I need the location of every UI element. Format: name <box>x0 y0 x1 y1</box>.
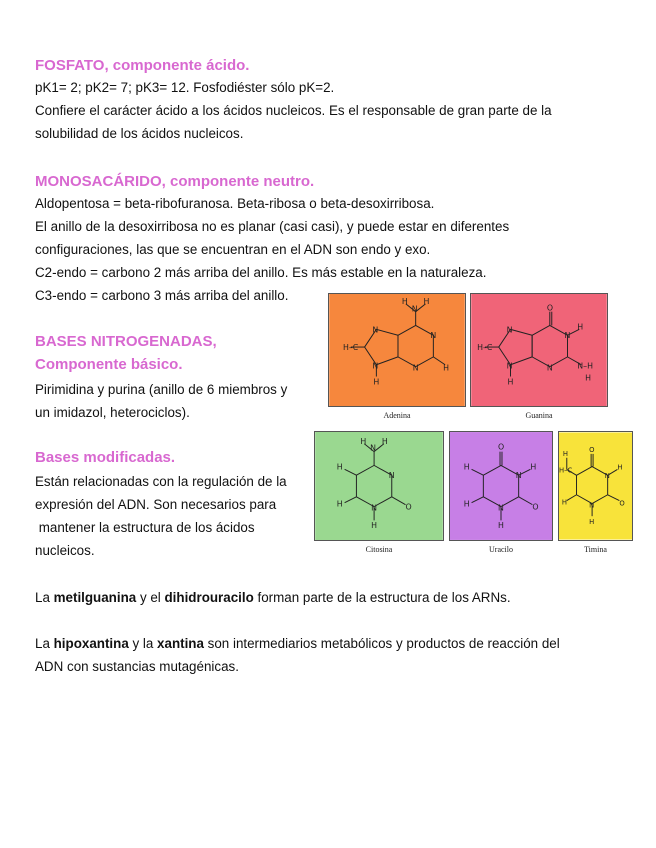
svg-text:N: N <box>371 503 378 513</box>
svg-text:H: H <box>336 499 343 509</box>
svg-text:N: N <box>412 363 419 373</box>
bases-line-1: Pirimidina y purina (anillo de 6 miembros y <box>35 382 288 397</box>
dihidrouracilo-term: dihidrouracilo <box>164 590 254 605</box>
svg-text:H: H <box>562 449 569 458</box>
svg-text:H: H <box>373 377 380 387</box>
svg-text:H–C: H–C <box>559 466 573 475</box>
svg-text:N: N <box>604 472 610 481</box>
bases-line-2: un imidazol, heterociclos). <box>35 405 190 420</box>
timina-bg <box>559 432 632 539</box>
svg-text:H: H <box>381 436 388 446</box>
fosfato-line-1: pK1= 2; pK2= 7; pK3= 12. Fosfodiéster sólo pK=2. <box>35 80 335 95</box>
citosina-structure <box>314 431 444 541</box>
modificadas-heading: Bases modificadas. <box>35 449 176 466</box>
timina-caption: Timina <box>584 545 607 554</box>
monosacarido-line-5: C3-endo = carbono 3 más arriba del anillo. <box>35 288 289 303</box>
svg-text:H: H <box>577 322 584 332</box>
bases-subheading: Componente básico. <box>35 356 183 373</box>
citosina-molecule-diagram <box>315 432 443 540</box>
svg-text:H: H <box>589 517 595 526</box>
uracilo-caption: Uracilo <box>489 545 513 554</box>
svg-text:N: N <box>506 325 513 335</box>
svg-text:N: N <box>506 361 513 371</box>
xantina-term: xantina <box>157 636 204 651</box>
para2-mid: y la <box>128 636 158 651</box>
monosacarido-text <box>35 192 509 307</box>
svg-text:H: H <box>443 363 450 373</box>
svg-text:H: H <box>617 463 623 472</box>
fosfato-line-2: Confiere el carácter ácido a los ácidos nucleicos. Es el responsable de gran parte de la <box>35 103 552 118</box>
guanina-structure <box>470 293 608 407</box>
uracilo-molecule-diagram <box>450 432 552 540</box>
svg-text:H: H <box>585 373 592 383</box>
fosfato-text <box>35 76 552 145</box>
paragraph-arn-line <box>35 586 511 609</box>
svg-text:N: N <box>564 331 571 341</box>
modificadas-line-2: expresión del ADN. Son necesarios para <box>35 497 277 512</box>
svg-text:H–C: H–C <box>477 343 493 352</box>
guanina-caption: Guanina <box>525 411 553 420</box>
svg-text:N: N <box>546 363 553 373</box>
citosina-caption: Citosina <box>365 545 393 554</box>
para1-mid: y el <box>136 590 165 605</box>
svg-text:N: N <box>372 325 379 335</box>
modificadas-text <box>35 470 287 562</box>
modificadas-line-4: nucleicos. <box>35 543 95 558</box>
svg-text:O: O <box>619 499 625 508</box>
svg-text:H: H <box>360 436 367 446</box>
monosacarido-line-3: configuraciones, las que se encuentran en el ADN son endo y exo. <box>35 242 431 257</box>
svg-text:H: H <box>463 462 470 472</box>
svg-text:H: H <box>561 498 568 507</box>
guanina-molecule-diagram <box>471 294 607 406</box>
paragraph-mutagenicas-line-2: ADN con sustancias mutagénicas. <box>35 659 239 674</box>
paragraph-mutagenicas-line-1 <box>35 632 560 655</box>
svg-text:N: N <box>388 471 395 481</box>
svg-text:H: H <box>507 377 514 387</box>
svg-text:N: N <box>498 503 504 513</box>
monosacarido-line-1: Aldopentosa = beta-ribofuranosa. Beta-ribosa o beta-desoxirribosa. <box>35 196 435 211</box>
monosacarido-line-4: C2-endo = carbono 2 más arriba del anillo. Es más estable en la naturaleza. <box>35 265 487 280</box>
metilguanina-term: metilguanina <box>53 590 137 605</box>
timina-molecule-diagram <box>559 432 632 540</box>
fosfato-heading: FOSFATO, componente ácido. <box>35 57 250 74</box>
svg-text:H–C: H–C <box>342 343 359 352</box>
svg-text:N: N <box>372 361 379 371</box>
adenina-molecule-diagram <box>329 294 465 406</box>
para2-post: son intermediarios metabólicos y productos de reacción del <box>203 636 560 651</box>
svg-text:H: H <box>336 462 343 472</box>
paragraph-mutagenicas <box>35 632 560 678</box>
fosfato-line-3: solubilidad de los ácidos nucleicos. <box>35 126 244 141</box>
svg-text:H: H <box>463 499 470 509</box>
hipoxantina-term: hipoxantina <box>53 636 129 651</box>
svg-text:H: H <box>371 521 378 531</box>
svg-text:O: O <box>589 445 595 454</box>
monosacarido-heading: MONOSACÁRIDO, componente neutro. <box>35 173 315 190</box>
para2-pre: La <box>35 636 54 651</box>
svg-text:O: O <box>546 303 554 313</box>
svg-text:O: O <box>532 502 539 512</box>
timina-structure <box>558 431 633 541</box>
monosacarido-line-2: El anillo de la desoxirribosa no es planar (casi casi), y puede estar en diferentes <box>35 219 510 234</box>
paragraph-arn <box>35 586 511 609</box>
svg-text:N–H: N–H <box>577 361 594 371</box>
uracilo-structure <box>449 431 553 541</box>
para1-post: forman parte de la estructura de los ARNs. <box>253 590 511 605</box>
modificadas-line-3: mantener la estructura de los ácidos <box>35 520 255 535</box>
para1-pre: La <box>35 590 54 605</box>
bases-heading: BASES NITROGENADAS, <box>35 333 217 350</box>
bases-text <box>35 378 287 424</box>
svg-text:N: N <box>515 471 522 481</box>
svg-text:H: H <box>401 296 408 306</box>
modificadas-line-1: Están relacionadas con la regulación de la <box>35 474 287 489</box>
svg-text:N: N <box>411 304 418 314</box>
adenina-structure <box>328 293 466 407</box>
svg-text:O: O <box>498 442 505 452</box>
svg-text:N: N <box>589 501 595 510</box>
svg-text:N: N <box>370 443 377 453</box>
svg-text:H: H <box>423 296 430 306</box>
svg-text:H: H <box>498 521 504 531</box>
svg-text:N: N <box>430 331 437 341</box>
svg-text:H: H <box>530 462 537 472</box>
svg-text:O: O <box>405 502 412 512</box>
adenina-caption: Adenina <box>383 411 411 420</box>
